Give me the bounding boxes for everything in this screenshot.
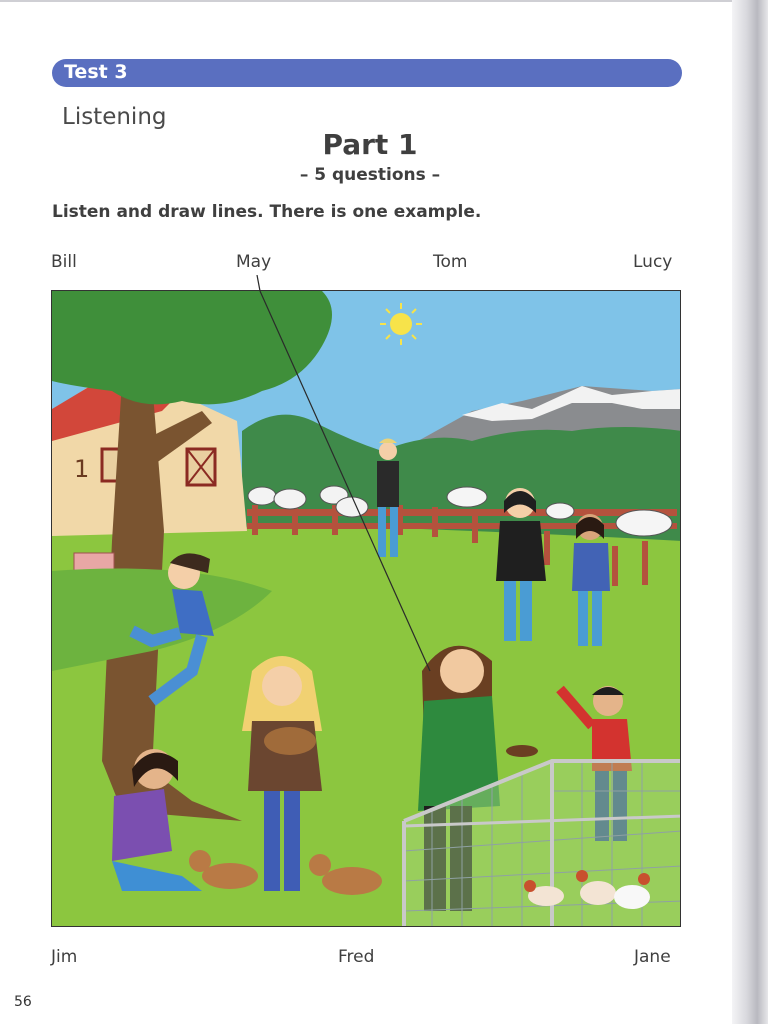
barn-sign-number: 1 [74, 455, 90, 483]
instruction-text: Listen and draw lines. There is one example. [52, 202, 482, 222]
name-jim[interactable]: Jim [51, 947, 78, 967]
test-label: Test 3 [64, 61, 128, 83]
name-fred[interactable]: Fred [338, 947, 375, 967]
scene-illustration [52, 291, 681, 927]
name-may[interactable]: May [236, 252, 272, 272]
listening-scene-picture [51, 290, 681, 927]
name-tom[interactable]: Tom [433, 252, 468, 272]
part-title: Part 1 [322, 128, 418, 161]
example-line-start [256, 275, 262, 291]
name-jane[interactable]: Jane [634, 947, 671, 967]
name-lucy[interactable]: Lucy [633, 252, 673, 272]
page-top-edge [0, 0, 740, 2]
name-bill[interactable]: Bill [51, 252, 77, 272]
part-subtitle: – 5 questions – [299, 165, 441, 185]
page-number: 56 [14, 994, 32, 1010]
test-banner [52, 59, 682, 87]
section-title: Listening [62, 104, 167, 130]
